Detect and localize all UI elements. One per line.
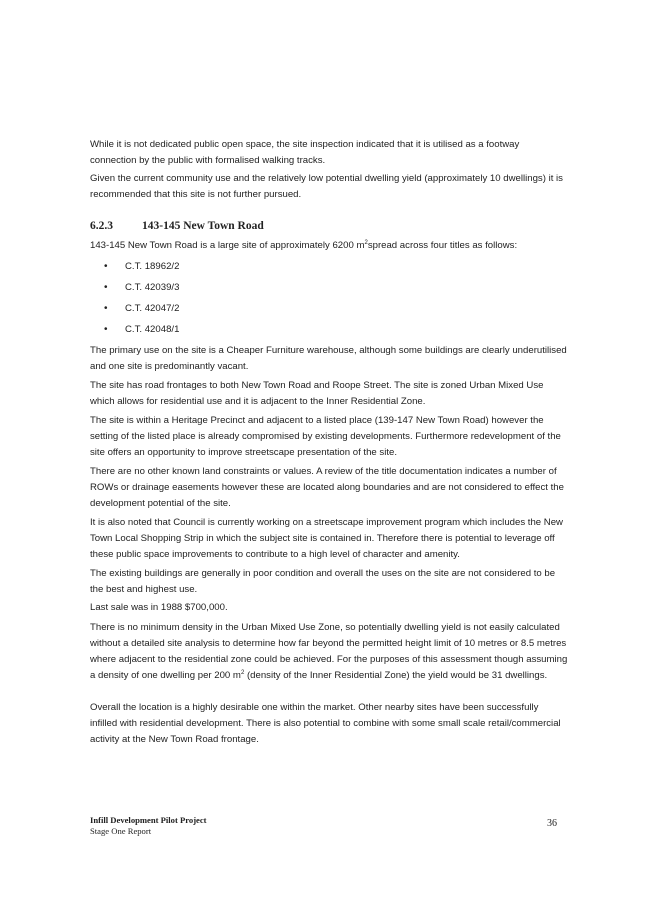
- paragraph-density: [90, 620, 568, 684]
- list-item: [104, 259, 179, 280]
- intro-superscript: 2: [364, 239, 368, 246]
- bullet-icon: •: [104, 303, 108, 314]
- intro-text-end: spread across four titles as follows:: [367, 240, 518, 251]
- list-item: [104, 280, 179, 301]
- density-text: There is no minimum density in the Urban Mixed Use Zone, so potentially dwelling yield is not easily calculated without a detailed site analysis to determine how far beyond the permitted height limit of 10 metres or 8.5 metres where adjacent to the residential zone could be achieved. For the purposes of this assessment though assuming a density of one dwelling per 200 m: [90, 622, 568, 681]
- paragraph-intro: [90, 238, 568, 254]
- intro-text: 143-145 New Town Road is a large site of approximately 6200 m: [90, 240, 365, 251]
- paragraph-streetscape: It is also noted that Council is currently working on a streetscape improvement program which includes the New Town Local Shopping Strip in which the subject site is contained in. Therefore there is potential to leverage off these public space improvements to contribute to a high level of character and amenity.: [90, 517, 563, 560]
- page-number: 36: [547, 818, 557, 829]
- bullet-icon: •: [104, 282, 108, 293]
- bullet-icon: •: [104, 324, 108, 335]
- paragraph-condition: The existing buildings are generally in poor condition and overall the uses on the site are not considered to be the best and highest use.: [90, 568, 556, 595]
- section-heading: [90, 220, 264, 232]
- paragraph-last-sale: Last sale was in 1988 $700,000.: [90, 602, 228, 613]
- paragraph-footway: While it is not dedicated public open space, the site inspection indicated that it is utilised as a footway connection by the public with formalised walking tracks.: [90, 139, 520, 166]
- section-title: 143-145 New Town Road: [142, 220, 264, 232]
- paragraph-recommendation: Given the current community use and the relatively low potential dwelling yield (approximately 10 dwellings) it is recommended that this site is not further pursued.: [90, 173, 563, 200]
- list-item: [104, 301, 179, 322]
- bullet-icon: •: [104, 261, 108, 272]
- paragraph-primary-use: The primary use on the site is a Cheaper Furniture warehouse, although some buildings are clearly underutilised and one site is predominantly vacant.: [90, 345, 567, 372]
- paragraph-closing: Overall the location is a highly desirable one within the market. Other nearby sites have been successfully infilled with residential development. There is also potential to combine with some small scale retail/commercial activity at the New Town Road frontage.: [90, 702, 561, 745]
- paragraph-constraints: There are no other known land constraints or values. A review of the title documentation indicates a number of ROWs or drainage easements however these are located along boundaries and are not considered to effect the development potential of the site.: [90, 466, 564, 509]
- title-ref: C.T. 42048/1: [125, 324, 180, 335]
- density-text-end: (density of the Inner Residential Zone) the yield would be 31 dwellings.: [244, 670, 548, 681]
- footer-subtitle: Stage One Report: [90, 826, 152, 836]
- title-ref: C.T. 42047/2: [125, 303, 180, 314]
- footer-title: Infill Development Pilot Project: [90, 815, 207, 825]
- section-number: 6.2.3: [90, 220, 113, 232]
- title-ref: C.T. 42039/3: [125, 282, 180, 293]
- title-ref: C.T. 18962/2: [125, 261, 180, 272]
- density-superscript: 2: [240, 669, 245, 676]
- paragraph-heritage: The site is within a Heritage Precinct and adjacent to a listed place (139-147 New Town Road) however the setting of the listed place is already compromised by existing developments. Furthermore redevelopment of the site offers an opportunity to improve streetscape presentation of the site.: [90, 415, 561, 458]
- paragraph-frontages: The site has road frontages to both New Town Road and Roope Street. The site is zoned Urban Mixed Use which allows for residential use and it is adjacent to the Inner Residential Zone.: [90, 380, 544, 407]
- list-item: [104, 322, 179, 343]
- title-list: [104, 259, 179, 343]
